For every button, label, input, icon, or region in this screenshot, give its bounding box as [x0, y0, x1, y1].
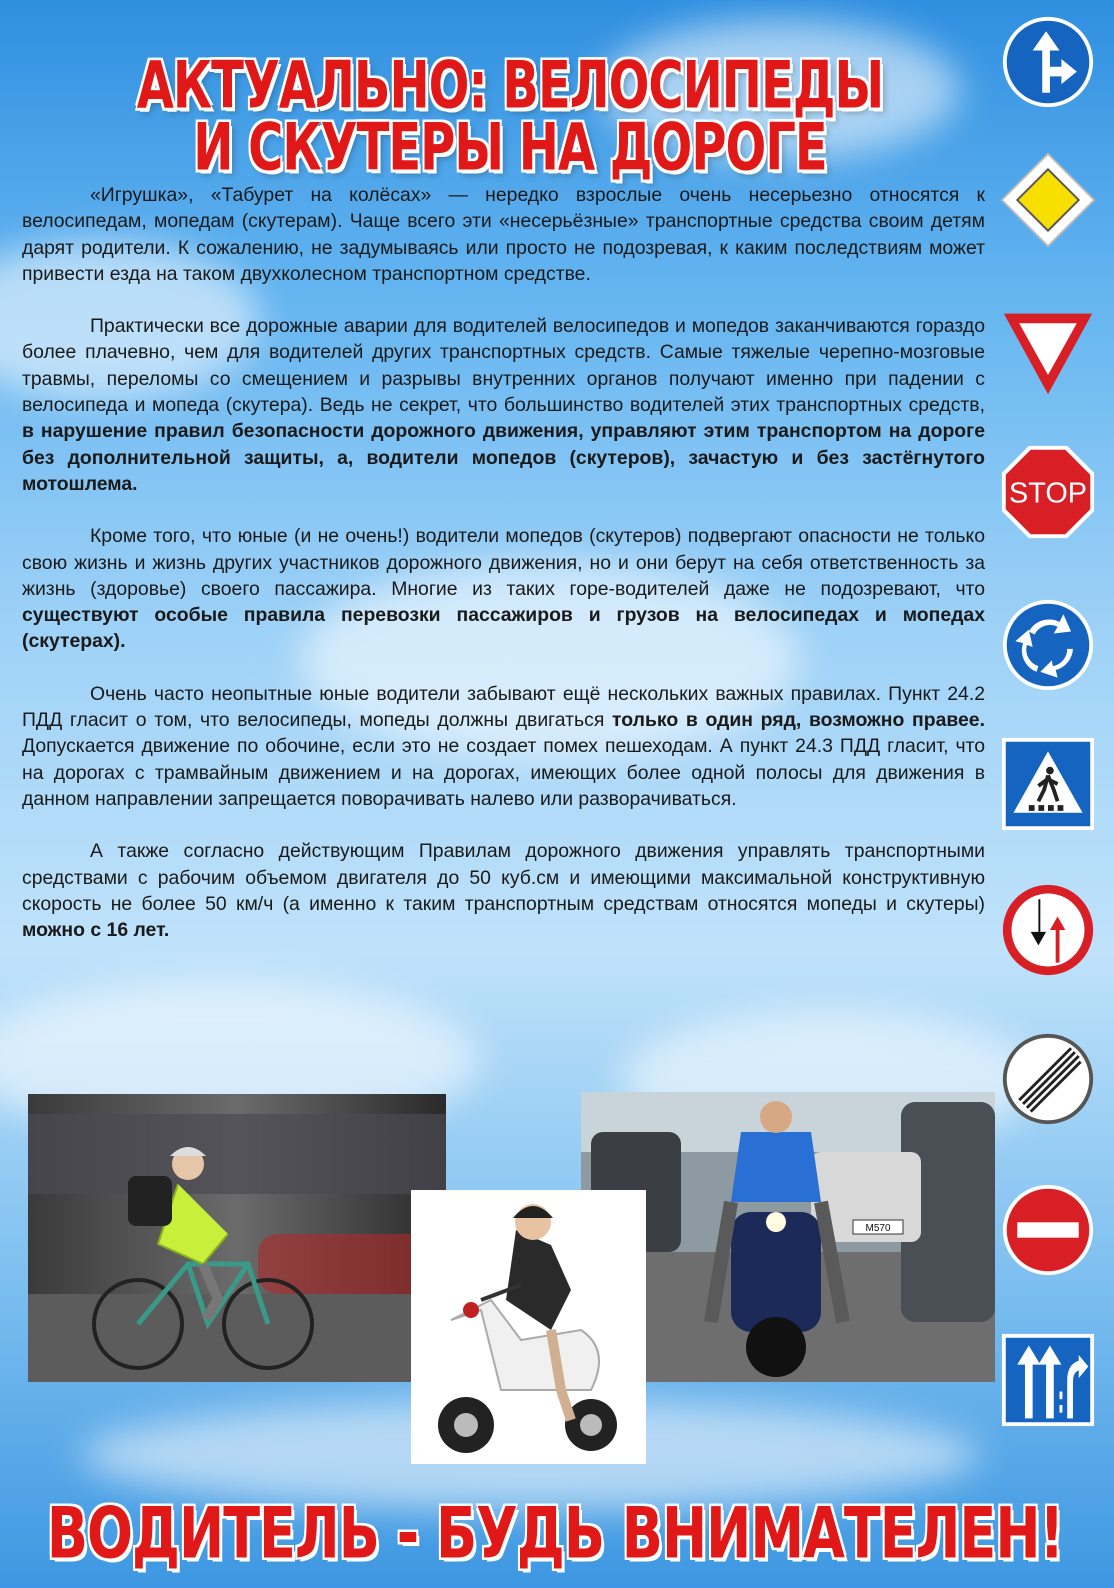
stop-sign-label: STOP [1009, 477, 1087, 510]
article-body [22, 182, 985, 969]
straight-or-right-sign-icon [1000, 14, 1096, 110]
no-entry-sign-icon [1000, 1182, 1096, 1278]
scooter-girl-photo [411, 1190, 646, 1464]
give-way-sign-icon [1000, 304, 1096, 400]
paragraph-2: Практически все дорожные аварии для водителей велосипедов и мопедов заканчиваются гораздо более плачевно, чем для водителей других транспортных средств. Самые тяжелые черепно-мозговые травмы, переломы со смещением и разрывы внутренних органов получают именно при падении с велосипеда и мопеда (скутера). Ведь не секрет, что большинство водителей этих транспортных средств, в нарушение правил безопасности дорожного движения, управляют этим транспортом на дороге без дополнительной защиты, а, водители мопедов (скутеров), зачастую и без застёгнутого мотошлема. [22, 315, 985, 495]
oncoming-priority-sign-icon [1000, 882, 1096, 978]
stop-sign-icon [1000, 444, 1096, 540]
page-title-line-2: И СКУТЕРЫ НА ДОРОГЕ [193, 110, 827, 186]
cyclist-photo [28, 1094, 446, 1382]
pedestrian-crossing-sign-icon [1000, 736, 1096, 832]
paragraph-1: «Игрушка», «Табурет на колёсах» — нередко взрослые очень несерьезно относятся к велосипедам, мопедам (скутерам). Чаще всего эти «несерьёзные» транспортные средства своим детям дарят родители. К сожалению, не задумываясь или просто не подозревая, к каким последствиям может привести езда на таком двухколесном транспортном средстве. [22, 184, 985, 285]
paragraph-3: Кроме того, что юные (и не очень!) водители мопедов (скутеров) подвергают опасности не только свою жизнь и жизнь других участников дорожного движения, но и они берут на себя ответственность за жизнь (здоровье) своего пассажира. Многие из таких горе-водителей даже не подозревают, что существуют особые правила перевозки пассажиров и грузов на велосипедах и мопедах (скутерах). [22, 525, 985, 653]
paragraph-4: Очень часто неопытные юные водители забывают ещё нескольких важных правилах. Пункт 24.2 ПДД гласит о том, что велосипеды, мопеды должны двигаться только в один ряд, возможно правее. Допускается движение по обочине, если это не создает помех пешеходам. А пункт 24.3 ПДД гласит, что на дорогах с трамвайным движением и на дорогах, имеющих более одной полосы для движения в данном направлении запрещается поворачивать налево или разворачиваться. [22, 682, 985, 810]
lane-directions-sign-icon [1000, 1332, 1096, 1428]
end-of-restrictions-sign-icon [1000, 1031, 1096, 1127]
priority-road-sign-icon [1000, 152, 1096, 248]
license-plate: М570 [865, 1223, 891, 1234]
page-title-line-1: АКТУАЛЬНО: ВЕЛОСИПЕДЫ [136, 48, 884, 124]
footer-slogan: ВОДИТЕЛЬ - БУДЬ ВНИМАТЕЛЕН! [46, 1492, 1064, 1575]
paragraph-5: А также согласно действующим Правилам дорожного движения управлять транспортными средствами с рабочим объемом двигателя до 50 куб.см и имеющими максимальной конструктивную скорость не более 50 км/ч (а именно к таким транспортным средствам относятся мопеды и скутеры) можно с 16 лет. [22, 840, 985, 942]
roundabout-sign-icon [1000, 597, 1096, 693]
